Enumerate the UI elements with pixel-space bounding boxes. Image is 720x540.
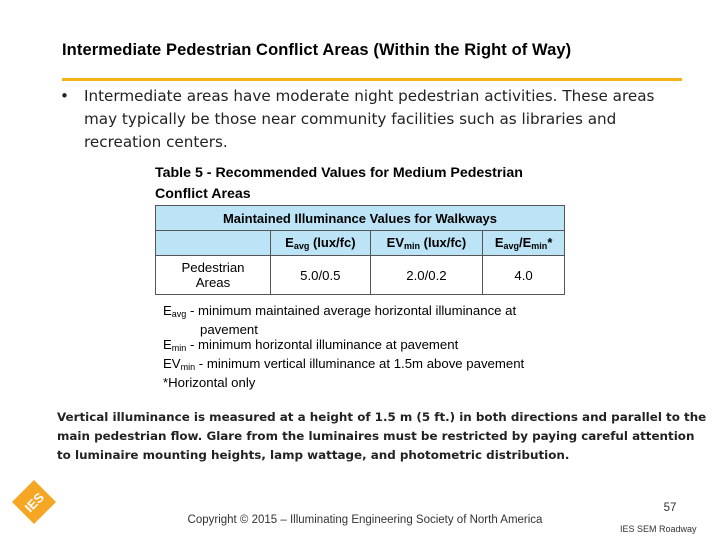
table-caption-line2: Conflict Areas [155, 186, 251, 202]
table-header-blank [156, 231, 271, 256]
legend-horizontal-note: *Horizontal only [163, 375, 256, 390]
table-cell-evmin: 2.0/0.2 [370, 256, 483, 295]
table-header-uniformity: $E_{avg}/E_{min}*$ [483, 231, 565, 256]
table-row [156, 256, 565, 295]
ies-logo [10, 478, 58, 526]
bullet-item [60, 85, 690, 154]
table-cell-uniformity: 4.0 [483, 256, 565, 295]
legend-eavg: $E_{avg}$ - minimum maintained average horizontal illuminance at [163, 303, 517, 319]
legend-emin: $E_{min}$ - minimum horizontal illuminance at pavement [163, 337, 459, 353]
ies-logo-text: IES [21, 489, 48, 516]
table-caption-line1: Table 5 - Recommended Values for Medium Pedestrian [155, 165, 523, 181]
legend-eavg-cont: pavement [200, 322, 258, 337]
table-legend [163, 303, 573, 390]
bullet-mark: • [60, 87, 69, 105]
footer-copyright: Copyright © 2015 – Illuminating Engineering Society of North America [187, 514, 543, 526]
table-cell-eavg: 5.0/0.5 [271, 256, 371, 295]
table-group-header: Maintained Illuminance Values for Walkways [156, 206, 565, 231]
table-caption [155, 163, 575, 205]
title-divider [62, 78, 682, 81]
table-header-evmin: $EV_{min}$ (lux/fc) [370, 231, 483, 256]
legend-evmin: $EV_{min}$ - minimum vertical illuminance at 1.5m above pavement [163, 356, 525, 372]
slide-title: Intermediate Pedestrian Conflict Areas (Within the Right of Way) [62, 41, 572, 59]
table-header-eavg: $E_{avg}$ (lux/fc) [271, 231, 371, 256]
bullet-text: Intermediate areas have moderate night pedestrian activities. These areas may typically be those near community facilities such as libraries and recreation centers. [84, 87, 655, 151]
body-paragraph: Vertical illuminance is measured at a height of 1.5 m (5 ft.) in both directions and parallel to the main pedestrian flow. Glare from the luminaires must be restricted by paying careful attention to luminaire mounting heights, lamp wattage, and photometric distribution. [57, 410, 707, 462]
table-row-label: Pedestrian Areas [156, 256, 271, 295]
illuminance-table [155, 205, 565, 295]
page-number: 57 [663, 502, 677, 514]
footer-label: IES SEM Roadway [620, 524, 697, 534]
